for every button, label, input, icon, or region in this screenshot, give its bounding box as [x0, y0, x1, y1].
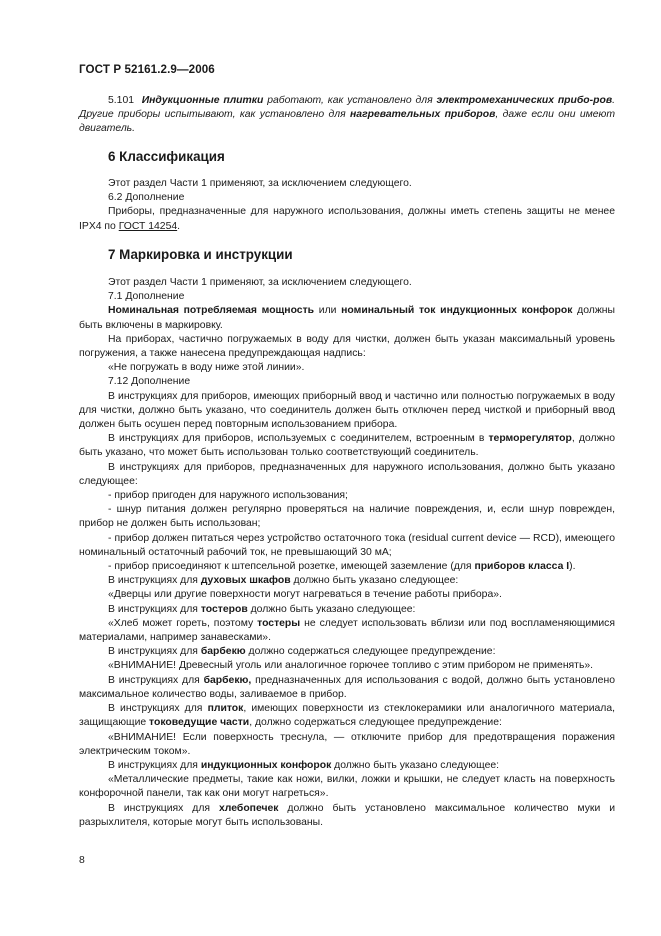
paragraph: В инструкциях для хлебопечек должно быть установлено максимальное количество муки и разрыхлителя, которые могут быть использованы.	[79, 802, 616, 828]
paragraph: В инструкциях для барбекю, предназначенных для использования с водой, должно быть установлено максимальное количество воды, заливаемое в прибор.	[79, 674, 615, 700]
paragraph: В инструкциях для индукционных конфорок должно быть указано следующее:	[108, 759, 500, 771]
paragraph: Этот раздел Части 1 применяют, за исключением следующего.	[108, 277, 412, 288]
list-item: - прибор пригоден для наружного использования;	[108, 490, 348, 502]
paragraph: «Хлеб может гореть, поэтому тостеры не следует использовать вблизи или под воспламеняющимися материалами, например занавесками».	[79, 617, 615, 644]
paragraph: Номинальная потребляемая мощность или номинальный ток индукционных конфорок должны быть включены в маркировку.	[79, 305, 615, 331]
paragraph: В инструкциях для плиток, имеющих поверхности из стеклокерамики или аналогичного материала, защищающие токоведущие части, должно содержаться следующее предупреждение:	[79, 703, 616, 729]
section-7-title: 7 Маркировка и инструкции	[108, 247, 293, 262]
paragraph: 6.2 Дополнение	[108, 192, 185, 204]
paragraph: На приборах, частично погружаемых в воду для чистки, должен быть указан максимальный уровень погружения, а также нанесена предупреждающая надпись:	[79, 333, 615, 360]
section-7-body	[79, 276, 615, 830]
paragraph: 7.1 Дополнение	[108, 291, 185, 303]
list-item: - шнур питания должен регулярно проверяться на наличие повреждения, и, если шнур поврежден, прибор не должен быть использован;	[79, 504, 615, 530]
paragraph: В инструкциях для приборов, предназначенных для наружного использования, должно быть указано следующее:	[79, 461, 615, 487]
paragraph: «Не погружать в воду ниже этой линии».	[108, 362, 305, 374]
paragraph: Приборы, предназначенные для наружного использования, должны иметь степень защиты не менее IPX4 по ГОСТ 14254.	[79, 206, 615, 232]
paragraph: «ВНИМАНИЕ! Если поверхность треснула, — отключите прибор для предотвращения поражения электрическим током».	[79, 731, 615, 757]
paragraph: «ВНИМАНИЕ! Древесный уголь или аналогичное горючее топливо с этим прибором не применять».	[108, 660, 594, 672]
paragraph: В инструкциях для тостеров должно быть указано следующее:	[108, 603, 416, 615]
paragraph: В инструкциях для духовых шкафов должно быть указано следующее:	[108, 575, 459, 587]
list-item: - прибор присоединяют к штепсельной розетке, имеющей заземление (для приборов класса I).	[108, 561, 576, 573]
clause-5-101-text: 5.101 Индукционные плитки работают, как установлено для электромеханических прибо-ров. Другие приборы испытывают, как установлено для нагревательных приборов, даже если они имеют двигатель.	[79, 95, 615, 135]
paragraph: 7.12 Дополнение	[108, 376, 191, 388]
section-6-body	[79, 177, 615, 234]
paragraph: Этот раздел Части 1 применяют, за исключением следующего.	[108, 178, 412, 189]
gost-14254-link[interactable]: ГОСТ 14254	[118, 220, 178, 232]
paragraph: «Металлические предметы, такие как ножи, вилки, ложки и крышки, не следует класть на поверхность конфорочной панели, так как они могут нагреться».	[79, 774, 615, 800]
paragraph: В инструкциях для приборов, имеющих приборный ввод и частично или полностью погружаемых в воду для чистки, должно быть указано, что соединитель должен быть отключен перед чисткой и приборный ввод должен быть осушен перед повторным использованием прибора.	[79, 390, 615, 431]
paragraph: В инструкциях для барбекю должно содержаться следующее предупреждение:	[108, 646, 496, 658]
paragraph: В инструкциях для приборов, используемых с соединителем, встроенным в терморегулятор, должно быть указано, что может быть использован только соответствующий соединитель.	[79, 433, 615, 459]
document-header: ГОСТ Р 52161.2.9—2006	[79, 63, 215, 76]
section-6-title: 6 Классификация	[108, 149, 225, 164]
clause-5-101	[79, 94, 615, 137]
list-item: - прибор должен питаться через устройство остаточного тока (residual current device — RCD), имеющего номинальный остаточный рабочий ток, не превышающий 30 мА;	[79, 532, 615, 558]
paragraph: «Дверцы или другие поверхности могут нагреваться в течение работы прибора».	[108, 589, 502, 601]
page-number: 8	[79, 855, 85, 866]
